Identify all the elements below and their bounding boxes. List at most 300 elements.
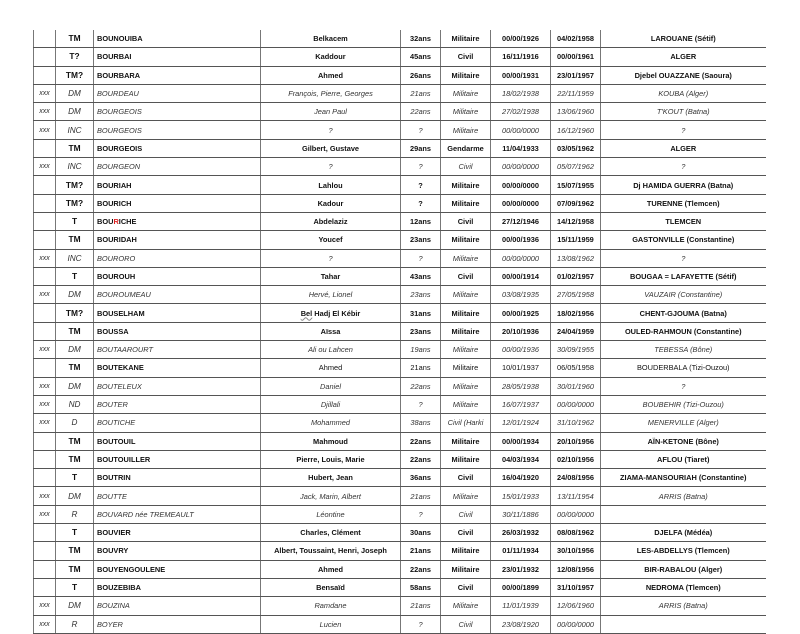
age-cell: 12ans — [401, 212, 441, 230]
birth-date-cell: 30/11/1886 — [491, 505, 551, 523]
table-row — [34, 597, 766, 615]
mark-cell: xxx — [34, 103, 56, 121]
death-date-cell: 00/00/1961 — [551, 48, 601, 66]
age-cell: ? — [401, 121, 441, 139]
surname-cell: BOUNOUIBA — [94, 30, 261, 48]
death-date-cell: 31/10/1957 — [551, 578, 601, 596]
age-cell: ? — [401, 249, 441, 267]
surname-cell: BOUTICHE — [94, 414, 261, 432]
mark-cell — [34, 139, 56, 157]
birth-date-cell: 16/07/1937 — [491, 395, 551, 413]
mark-cell — [34, 176, 56, 194]
birth-date-cell: 23/08/1920 — [491, 615, 551, 633]
status-cell: TM — [56, 359, 94, 377]
status-cell: DM — [56, 597, 94, 615]
status-cell: DM — [56, 103, 94, 121]
age-cell: 31ans — [401, 304, 441, 322]
given-names-cell: Jean Paul — [261, 103, 401, 121]
death-date-cell: 23/01/1957 — [551, 66, 601, 84]
birth-date-cell: 15/01/1933 — [491, 487, 551, 505]
surname-cell: BOUROUH — [94, 267, 261, 285]
given-names-cell: François, Pierre, Georges — [261, 84, 401, 102]
age-cell: 22ans — [401, 377, 441, 395]
surname-cell: BOURGEOIS — [94, 139, 261, 157]
age-cell: 45ans — [401, 48, 441, 66]
age-cell: 21ans — [401, 359, 441, 377]
surname-cell: BOUVARD née TREMEAULT — [94, 505, 261, 523]
table-row — [34, 84, 766, 102]
table-row — [34, 377, 766, 395]
place-cell: KOUBA (Alger) — [601, 84, 766, 102]
status-cell: TM — [56, 322, 94, 340]
birth-date-cell: 10/01/1937 — [491, 359, 551, 377]
status-cell: TM — [56, 139, 94, 157]
status-cell: T? — [56, 48, 94, 66]
table-row — [34, 542, 766, 560]
birth-date-cell: 00/00/1925 — [491, 304, 551, 322]
category-cell: Civil (Harki — [441, 414, 491, 432]
mark-cell — [34, 231, 56, 249]
table-row — [34, 341, 766, 359]
surname-cell: BOURGEOIS — [94, 121, 261, 139]
age-cell: 23ans — [401, 322, 441, 340]
status-cell: TM — [56, 432, 94, 450]
death-date-cell: 24/08/1956 — [551, 469, 601, 487]
birth-date-cell: 00/00/1934 — [491, 432, 551, 450]
death-date-cell: 15/11/1959 — [551, 231, 601, 249]
mark-cell: xxx — [34, 597, 56, 615]
death-date-cell: 31/10/1962 — [551, 414, 601, 432]
category-cell: Civil — [441, 505, 491, 523]
mark-cell — [34, 322, 56, 340]
category-cell: Militaire — [441, 286, 491, 304]
place-cell: BOUBEHIR (Tizi-Ouzou) — [601, 395, 766, 413]
table-row — [34, 267, 766, 285]
category-cell: Militaire — [441, 84, 491, 102]
table-row — [34, 158, 766, 176]
place-cell: TEBESSA (Bône) — [601, 341, 766, 359]
age-cell: 43ans — [401, 267, 441, 285]
given-names-cell: Aïssa — [261, 322, 401, 340]
age-cell: 29ans — [401, 139, 441, 157]
mark-cell: xxx — [34, 395, 56, 413]
age-cell: 32ans — [401, 30, 441, 48]
given-names-cell — [261, 304, 401, 322]
given-names-cell: Ahmed — [261, 359, 401, 377]
death-date-cell: 16/12/1960 — [551, 121, 601, 139]
age-cell: 58ans — [401, 578, 441, 596]
mark-cell — [34, 542, 56, 560]
birth-date-cell: 00/00/0000 — [491, 176, 551, 194]
given-names-cell: Albert, Toussaint, Henri, Joseph — [261, 542, 401, 560]
birth-date-cell: 23/01/1932 — [491, 560, 551, 578]
status-cell: INC — [56, 121, 94, 139]
age-cell: 23ans — [401, 286, 441, 304]
mark-cell: xxx — [34, 377, 56, 395]
mark-cell — [34, 560, 56, 578]
birth-date-cell: 00/00/1936 — [491, 231, 551, 249]
status-cell: DM — [56, 84, 94, 102]
status-cell: DM — [56, 341, 94, 359]
category-cell: Civil — [441, 48, 491, 66]
place-cell: GASTONVILLE (Constantine) — [601, 231, 766, 249]
category-cell: Civil — [441, 578, 491, 596]
surname-cell: BOUVRY — [94, 542, 261, 560]
category-cell: Militaire — [441, 194, 491, 212]
status-cell: DM — [56, 286, 94, 304]
place-cell — [601, 615, 766, 633]
place-cell: T'KOUT (Batna) — [601, 103, 766, 121]
birth-date-cell: 18/02/1938 — [491, 84, 551, 102]
age-cell: ? — [401, 505, 441, 523]
mark-cell: xxx — [34, 341, 56, 359]
table-row — [34, 66, 766, 84]
given-names-cell: ? — [261, 249, 401, 267]
place-cell: LES-ABDELLYS (Tlemcen) — [601, 542, 766, 560]
birth-date-cell: 16/11/1916 — [491, 48, 551, 66]
surname-cell: BOUTELEUX — [94, 377, 261, 395]
mark-cell — [34, 432, 56, 450]
given-names-cell: ? — [261, 158, 401, 176]
status-cell: R — [56, 615, 94, 633]
age-cell: 21ans — [401, 487, 441, 505]
status-cell: DM — [56, 487, 94, 505]
given-names-cell: Ahmed — [261, 66, 401, 84]
mark-cell — [34, 194, 56, 212]
mark-cell — [34, 267, 56, 285]
age-cell: 22ans — [401, 560, 441, 578]
birth-date-cell: 00/00/0000 — [491, 158, 551, 176]
mark-cell — [34, 212, 56, 230]
place-cell: Djebel OUAZZANE (Saoura) — [601, 66, 766, 84]
place-cell: ARRIS (Batna) — [601, 597, 766, 615]
mark-cell — [34, 524, 56, 542]
status-cell: TM? — [56, 176, 94, 194]
table-row — [34, 121, 766, 139]
death-date-cell: 30/10/1956 — [551, 542, 601, 560]
surname-cell: BOUSELHAM — [94, 304, 261, 322]
status-cell: R — [56, 505, 94, 523]
place-cell: BOUDERBALA (Tizi-Ouzou) — [601, 359, 766, 377]
table-row — [34, 322, 766, 340]
birth-date-cell: 03/08/1935 — [491, 286, 551, 304]
age-cell: 38ans — [401, 414, 441, 432]
status-cell: T — [56, 524, 94, 542]
birth-date-cell: 16/04/1920 — [491, 469, 551, 487]
given-names-cell: Youcef — [261, 231, 401, 249]
records-table — [33, 30, 766, 634]
death-date-cell: 02/10/1956 — [551, 450, 601, 468]
table-row — [34, 524, 766, 542]
death-date-cell: 01/02/1957 — [551, 267, 601, 285]
birth-date-cell: 27/12/1946 — [491, 212, 551, 230]
given-names-cell: Charles, Clément — [261, 524, 401, 542]
surname-cell: BOURIAH — [94, 176, 261, 194]
birth-date-cell: 11/01/1939 — [491, 597, 551, 615]
category-cell: Militaire — [441, 121, 491, 139]
table-row — [34, 359, 766, 377]
given-names-cell: Kadour — [261, 194, 401, 212]
birth-date-cell: 27/02/1938 — [491, 103, 551, 121]
mark-cell: xxx — [34, 286, 56, 304]
age-cell: 30ans — [401, 524, 441, 542]
category-cell: Civil — [441, 615, 491, 633]
death-date-cell: 00/00/0000 — [551, 505, 601, 523]
status-cell: TM? — [56, 304, 94, 322]
age-cell: 21ans — [401, 542, 441, 560]
given-names-cell: Kaddour — [261, 48, 401, 66]
status-cell: T — [56, 267, 94, 285]
status-cell: TM — [56, 30, 94, 48]
birth-date-cell: 11/04/1933 — [491, 139, 551, 157]
place-cell: CHENT-GJOUMA (Batna) — [601, 304, 766, 322]
table-row — [34, 176, 766, 194]
surname-cell: BOUZEBIBA — [94, 578, 261, 596]
place-cell: AÏN-KETONE (Bône) — [601, 432, 766, 450]
given-names-cell: Lucien — [261, 615, 401, 633]
mark-cell — [34, 48, 56, 66]
mark-cell: xxx — [34, 414, 56, 432]
place-cell: ? — [601, 377, 766, 395]
surname-cell: BOYER — [94, 615, 261, 633]
death-date-cell: 27/05/1958 — [551, 286, 601, 304]
birth-date-cell: 00/00/1914 — [491, 267, 551, 285]
age-cell: 23ans — [401, 231, 441, 249]
birth-date-cell: 00/00/0000 — [491, 194, 551, 212]
birth-date-cell: 00/00/1936 — [491, 341, 551, 359]
status-cell: T — [56, 212, 94, 230]
category-cell: Civil — [441, 158, 491, 176]
age-cell: ? — [401, 615, 441, 633]
place-cell: ALGER — [601, 48, 766, 66]
birth-date-cell: 12/01/1924 — [491, 414, 551, 432]
birth-date-cell: 00/00/1899 — [491, 578, 551, 596]
given-names-cell: Ali ou Lahcen — [261, 341, 401, 359]
table-row — [34, 615, 766, 633]
place-cell: ARRIS (Batna) — [601, 487, 766, 505]
status-cell: DM — [56, 377, 94, 395]
mark-cell: xxx — [34, 487, 56, 505]
table-row — [34, 304, 766, 322]
given-names-cell: Belkacem — [261, 30, 401, 48]
category-cell: Militaire — [441, 249, 491, 267]
category-cell: Militaire — [441, 66, 491, 84]
status-cell: TM? — [56, 194, 94, 212]
death-date-cell: 13/11/1954 — [551, 487, 601, 505]
mark-cell — [34, 450, 56, 468]
given-names-cell: Mohammed — [261, 414, 401, 432]
underlined-word: Bel — [300, 308, 313, 318]
surname-part: BOU — [97, 217, 114, 227]
status-cell: ND — [56, 395, 94, 413]
table-row — [34, 469, 766, 487]
mark-cell: xxx — [34, 249, 56, 267]
surname-cell: BOUTAAROURT — [94, 341, 261, 359]
death-date-cell: 04/02/1958 — [551, 30, 601, 48]
table-row — [34, 505, 766, 523]
death-date-cell: 24/04/1959 — [551, 322, 601, 340]
category-cell: Militaire — [441, 450, 491, 468]
category-cell: Militaire — [441, 231, 491, 249]
place-cell: NEDROMA (Tlemcen) — [601, 578, 766, 596]
category-cell: Militaire — [441, 560, 491, 578]
table-row — [34, 578, 766, 596]
mark-cell: xxx — [34, 84, 56, 102]
surname-cell — [94, 212, 261, 230]
death-date-cell: 06/05/1958 — [551, 359, 601, 377]
surname-cell: BOUYENGOULENE — [94, 560, 261, 578]
age-cell: ? — [401, 194, 441, 212]
mark-cell: xxx — [34, 505, 56, 523]
place-cell: TURENNE (Tlemcen) — [601, 194, 766, 212]
place-cell: LAROUANE (Sétif) — [601, 30, 766, 48]
surname-cell: BOUTOUILLER — [94, 450, 261, 468]
table-row — [34, 48, 766, 66]
category-cell: Militaire — [441, 359, 491, 377]
given-names-cell: Gilbert, Gustave — [261, 139, 401, 157]
death-date-cell: 00/00/0000 — [551, 615, 601, 633]
death-date-cell: 30/09/1955 — [551, 341, 601, 359]
age-cell: ? — [401, 158, 441, 176]
birth-date-cell: 20/10/1936 — [491, 322, 551, 340]
birth-date-cell: 04/03/1934 — [491, 450, 551, 468]
mark-cell: xxx — [34, 158, 56, 176]
status-cell: T — [56, 578, 94, 596]
surname-cell: BOURGEOIS — [94, 103, 261, 121]
surname-cell: BOURICH — [94, 194, 261, 212]
table-row — [34, 249, 766, 267]
status-cell: TM — [56, 231, 94, 249]
death-date-cell: 22/11/1959 — [551, 84, 601, 102]
table-row — [34, 286, 766, 304]
table-row — [34, 487, 766, 505]
mark-cell — [34, 469, 56, 487]
death-date-cell: 14/12/1958 — [551, 212, 601, 230]
place-cell: DJELFA (Médéa) — [601, 524, 766, 542]
place-cell: BIR-RABALOU (Alger) — [601, 560, 766, 578]
category-cell: Militaire — [441, 597, 491, 615]
age-cell: 21ans — [401, 597, 441, 615]
birth-date-cell: 26/03/1932 — [491, 524, 551, 542]
category-cell: Militaire — [441, 176, 491, 194]
place-cell: AFLOU (Tiaret) — [601, 450, 766, 468]
category-cell: Militaire — [441, 432, 491, 450]
surname-cell: BOURIDAH — [94, 231, 261, 249]
death-date-cell: 15/07/1955 — [551, 176, 601, 194]
given-names-cell: Ramdane — [261, 597, 401, 615]
place-cell: ZIAMA-MANSOURIAH (Constantine) — [601, 469, 766, 487]
surname-cell: BOUROUMEAU — [94, 286, 261, 304]
birth-date-cell: 00/00/1931 — [491, 66, 551, 84]
table-row — [34, 103, 766, 121]
mark-cell — [34, 30, 56, 48]
given-names-cell: Jack, Marin, Albert — [261, 487, 401, 505]
death-date-cell: 20/10/1956 — [551, 432, 601, 450]
given-names-cell: Pierre, Louis, Marie — [261, 450, 401, 468]
table-row — [34, 395, 766, 413]
age-cell: 36ans — [401, 469, 441, 487]
surname-cell: BOUTTE — [94, 487, 261, 505]
status-cell: TM — [56, 542, 94, 560]
table-row — [34, 414, 766, 432]
category-cell: Militaire — [441, 542, 491, 560]
category-cell: Militaire — [441, 103, 491, 121]
category-cell: Militaire — [441, 487, 491, 505]
category-cell: Militaire — [441, 304, 491, 322]
place-cell: MENERVILLE (Alger) — [601, 414, 766, 432]
given-names-cell: Lahlou — [261, 176, 401, 194]
place-cell: OULED-RAHMOUN (Constantine) — [601, 322, 766, 340]
given-names-part: Hadj El Kébir — [312, 308, 361, 318]
place-cell: ? — [601, 158, 766, 176]
age-cell: 19ans — [401, 341, 441, 359]
age-cell: 22ans — [401, 432, 441, 450]
status-cell: TM — [56, 450, 94, 468]
given-names-cell: Hubert, Jean — [261, 469, 401, 487]
surname-cell: BOUSSA — [94, 322, 261, 340]
death-date-cell: 13/08/1962 — [551, 249, 601, 267]
table-row — [34, 139, 766, 157]
surname-cell: BOUTRIN — [94, 469, 261, 487]
death-date-cell: 18/02/1956 — [551, 304, 601, 322]
mark-cell: xxx — [34, 615, 56, 633]
death-date-cell: 00/00/0000 — [551, 395, 601, 413]
birth-date-cell: 01/11/1934 — [491, 542, 551, 560]
category-cell: Civil — [441, 212, 491, 230]
status-cell: T — [56, 469, 94, 487]
surname-cell: BOUZINA — [94, 597, 261, 615]
surname-cell: BOURORO — [94, 249, 261, 267]
birth-date-cell: 00/00/1926 — [491, 30, 551, 48]
given-names-cell: ? — [261, 121, 401, 139]
table-row — [34, 212, 766, 230]
death-date-cell: 07/09/1962 — [551, 194, 601, 212]
birth-date-cell: 28/05/1938 — [491, 377, 551, 395]
category-cell: Civil — [441, 267, 491, 285]
place-cell: ALGER — [601, 139, 766, 157]
table-row — [34, 231, 766, 249]
category-cell: Militaire — [441, 395, 491, 413]
surname-part: ICHE — [118, 217, 137, 227]
age-cell: ? — [401, 395, 441, 413]
category-cell: Militaire — [441, 377, 491, 395]
age-cell: 22ans — [401, 450, 441, 468]
given-names-cell: Daniel — [261, 377, 401, 395]
mark-cell — [34, 359, 56, 377]
surname-cell: BOURDEAU — [94, 84, 261, 102]
surname-cell: BOUVIER — [94, 524, 261, 542]
death-date-cell: 03/05/1962 — [551, 139, 601, 157]
table-row — [34, 194, 766, 212]
surname-cell: BOURBARA — [94, 66, 261, 84]
category-cell: Militaire — [441, 341, 491, 359]
death-date-cell: 12/08/1956 — [551, 560, 601, 578]
table-row — [34, 450, 766, 468]
place-cell — [601, 505, 766, 523]
death-date-cell: 05/07/1962 — [551, 158, 601, 176]
table-row — [34, 560, 766, 578]
death-date-cell: 13/06/1960 — [551, 103, 601, 121]
table-row — [34, 432, 766, 450]
age-cell: 22ans — [401, 103, 441, 121]
birth-date-cell: 00/00/0000 — [491, 249, 551, 267]
given-names-cell: Bensaïd — [261, 578, 401, 596]
mark-cell — [34, 304, 56, 322]
status-cell: INC — [56, 158, 94, 176]
given-names-cell: Ahmed — [261, 560, 401, 578]
place-cell: ? — [601, 121, 766, 139]
status-cell: D — [56, 414, 94, 432]
